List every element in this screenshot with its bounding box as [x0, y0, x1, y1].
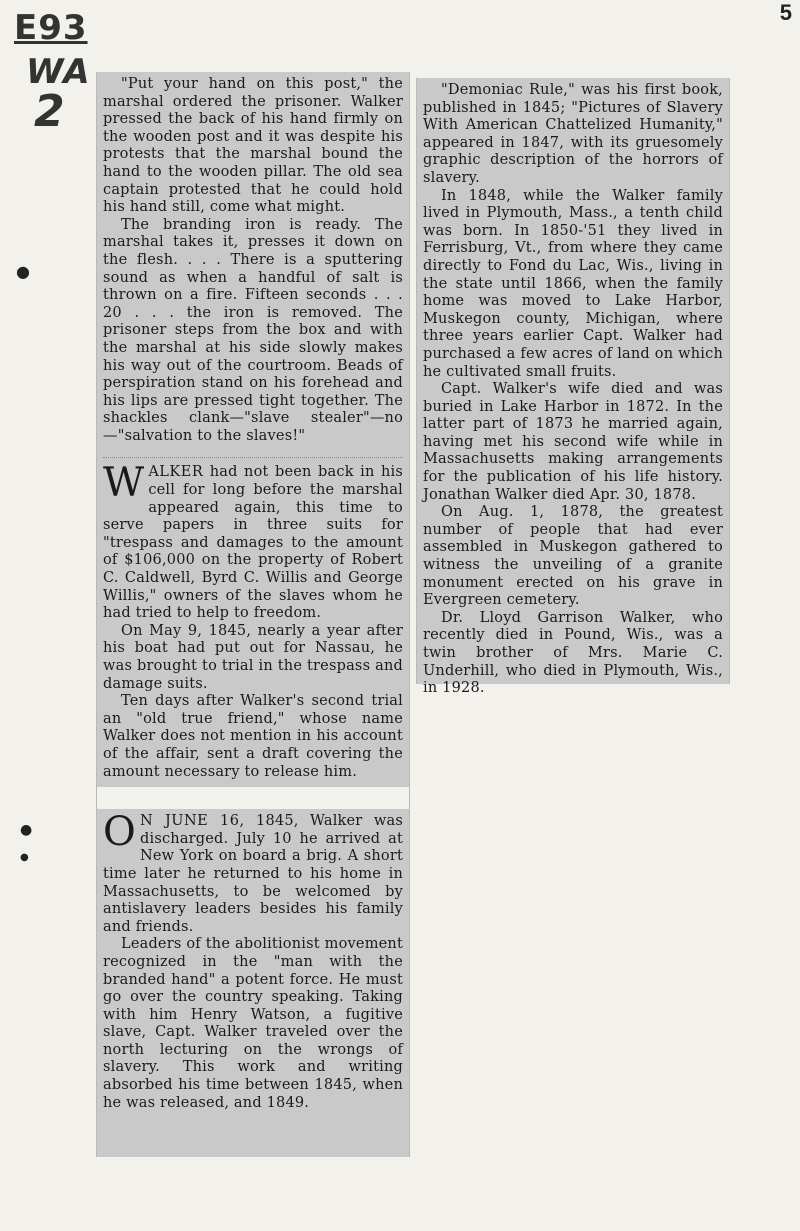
paragraph: The branding iron is ready. The marshal takes it, presses it down on the flesh. . . . There is a sputtering sound as when a handful of salt is thrown on a fire. Fifteen seconds . . . 20 . . . the iron is removed. The prisoner steps from the box and with the marshal at his side slowly makes his way out of the courtroom. Beads of perspiration stand on his forehead and his lips are pressed tight together. The shackles clank—"slave stealer"—no—"salvation to the slaves!" [103, 216, 403, 444]
margin-mark: ● [16, 262, 30, 281]
paragraph-text: 1845, Walker was discharged. July 10 he arrived at New York on board a brig. A short time later he returned to his home in Massachusetts, to be welcomed by antislavery leaders besides his family and friends. [103, 813, 403, 935]
paragraph: "Put your hand on this post," the marshal ordered the prisoner. Walker pressed the back of his hand firmly on the wooden post and it was despite his protests that the marshal bound the hand to the wooden pillar. The old sea captain protested that he could hold his hand still, come what might. [103, 76, 403, 216]
handwritten-note: WA [26, 52, 91, 92]
drop-cap: W [103, 460, 145, 507]
paragraph: On Aug. 1, 1878, the greatest number of people that had ever assembled in Muskegon gathered to witness the unveiling of a granite monument erected on his grave in Evergreen cemetery. [423, 504, 723, 609]
paragraph [103, 460, 403, 622]
paragraph: Capt. Walker's wife died and was buried in Lake Harbor in 1872. In the latter part of 1873 he married again, having met his second wife while in Massachusetts making arrangements for the publication of his life history. Jonathan Walker died Apr. 30, 1878. [423, 381, 723, 503]
paragraph: Dr. Lloyd Garrison Walker, who recently died in Pound, Wis., was a twin brother of Mrs. Marie C. Underhill, who died in Plymouth, Wis., in 1928. [423, 609, 723, 697]
article-column-left [96, 72, 410, 1157]
paragraph-text: had not been back in his cell for long before the marshal appeared again, this time to serve papers in three suits for "trespass and damages to the amount of $106,000 on the property of Robert C. Caldwell, Byrd C. Willis and George Willis," owners of the slaves whom he had tried to help to freedom. [103, 464, 403, 622]
paragraph [103, 809, 403, 936]
paragraph: "Demoniac Rule," was his first book, published in 1845; "Pictures of Slavery With American Chattelized Humanity," appeared in 1847, with its gruesomely graphic description of the horrors of slavery. [423, 82, 723, 186]
handwritten-note: 2 [34, 86, 65, 137]
section-gap [97, 787, 409, 809]
margin-mark: ● [20, 822, 33, 838]
paragraph: Ten days after Walker's second trial an "old true friend," whose name Walker does not mention in his account of the affair, sent a draft covering the amount necessary to release him. [103, 693, 403, 780]
handwritten-note: E93 [14, 8, 88, 48]
page-number: 5 [779, 0, 792, 25]
paragraph: In 1848, while the Walker family lived in Plymouth, Mass., a tenth child was born. In 1850-'51 they lived in Ferrisburg, Vt., from where they came directly to Fond du Lac, Wis., living in the state until 1866, when the family home was moved to Lake Harbor, Muskegon county, Michigan, where three years earlier Capt. Walker had purchased a few acres of land on which he cultivated small fruits. [423, 187, 723, 380]
section-divider [103, 449, 403, 458]
paragraph: Leaders of the abolitionist movement recognized in the "man with the branded hand" a potent force. He must go over the country speaking. Taking with him Henry Watson, a fugitive slave, Capt. Walker traveled over the north lecturing on the wrongs of slavery. This work and writing absorbed his time between 1845, when he was released, and 1849. [103, 936, 403, 1111]
lead-in-caps: N JUNE 16, [140, 813, 245, 830]
paragraph: On May 9, 1845, nearly a year after his boat had put out for Nassau, he was brought to trial in the trespass and damage suits. [103, 622, 403, 692]
margin-mark: ● [20, 852, 29, 863]
drop-cap: O [103, 809, 136, 856]
lead-in-caps: ALKER [148, 464, 204, 481]
article-column-right [416, 78, 730, 697]
